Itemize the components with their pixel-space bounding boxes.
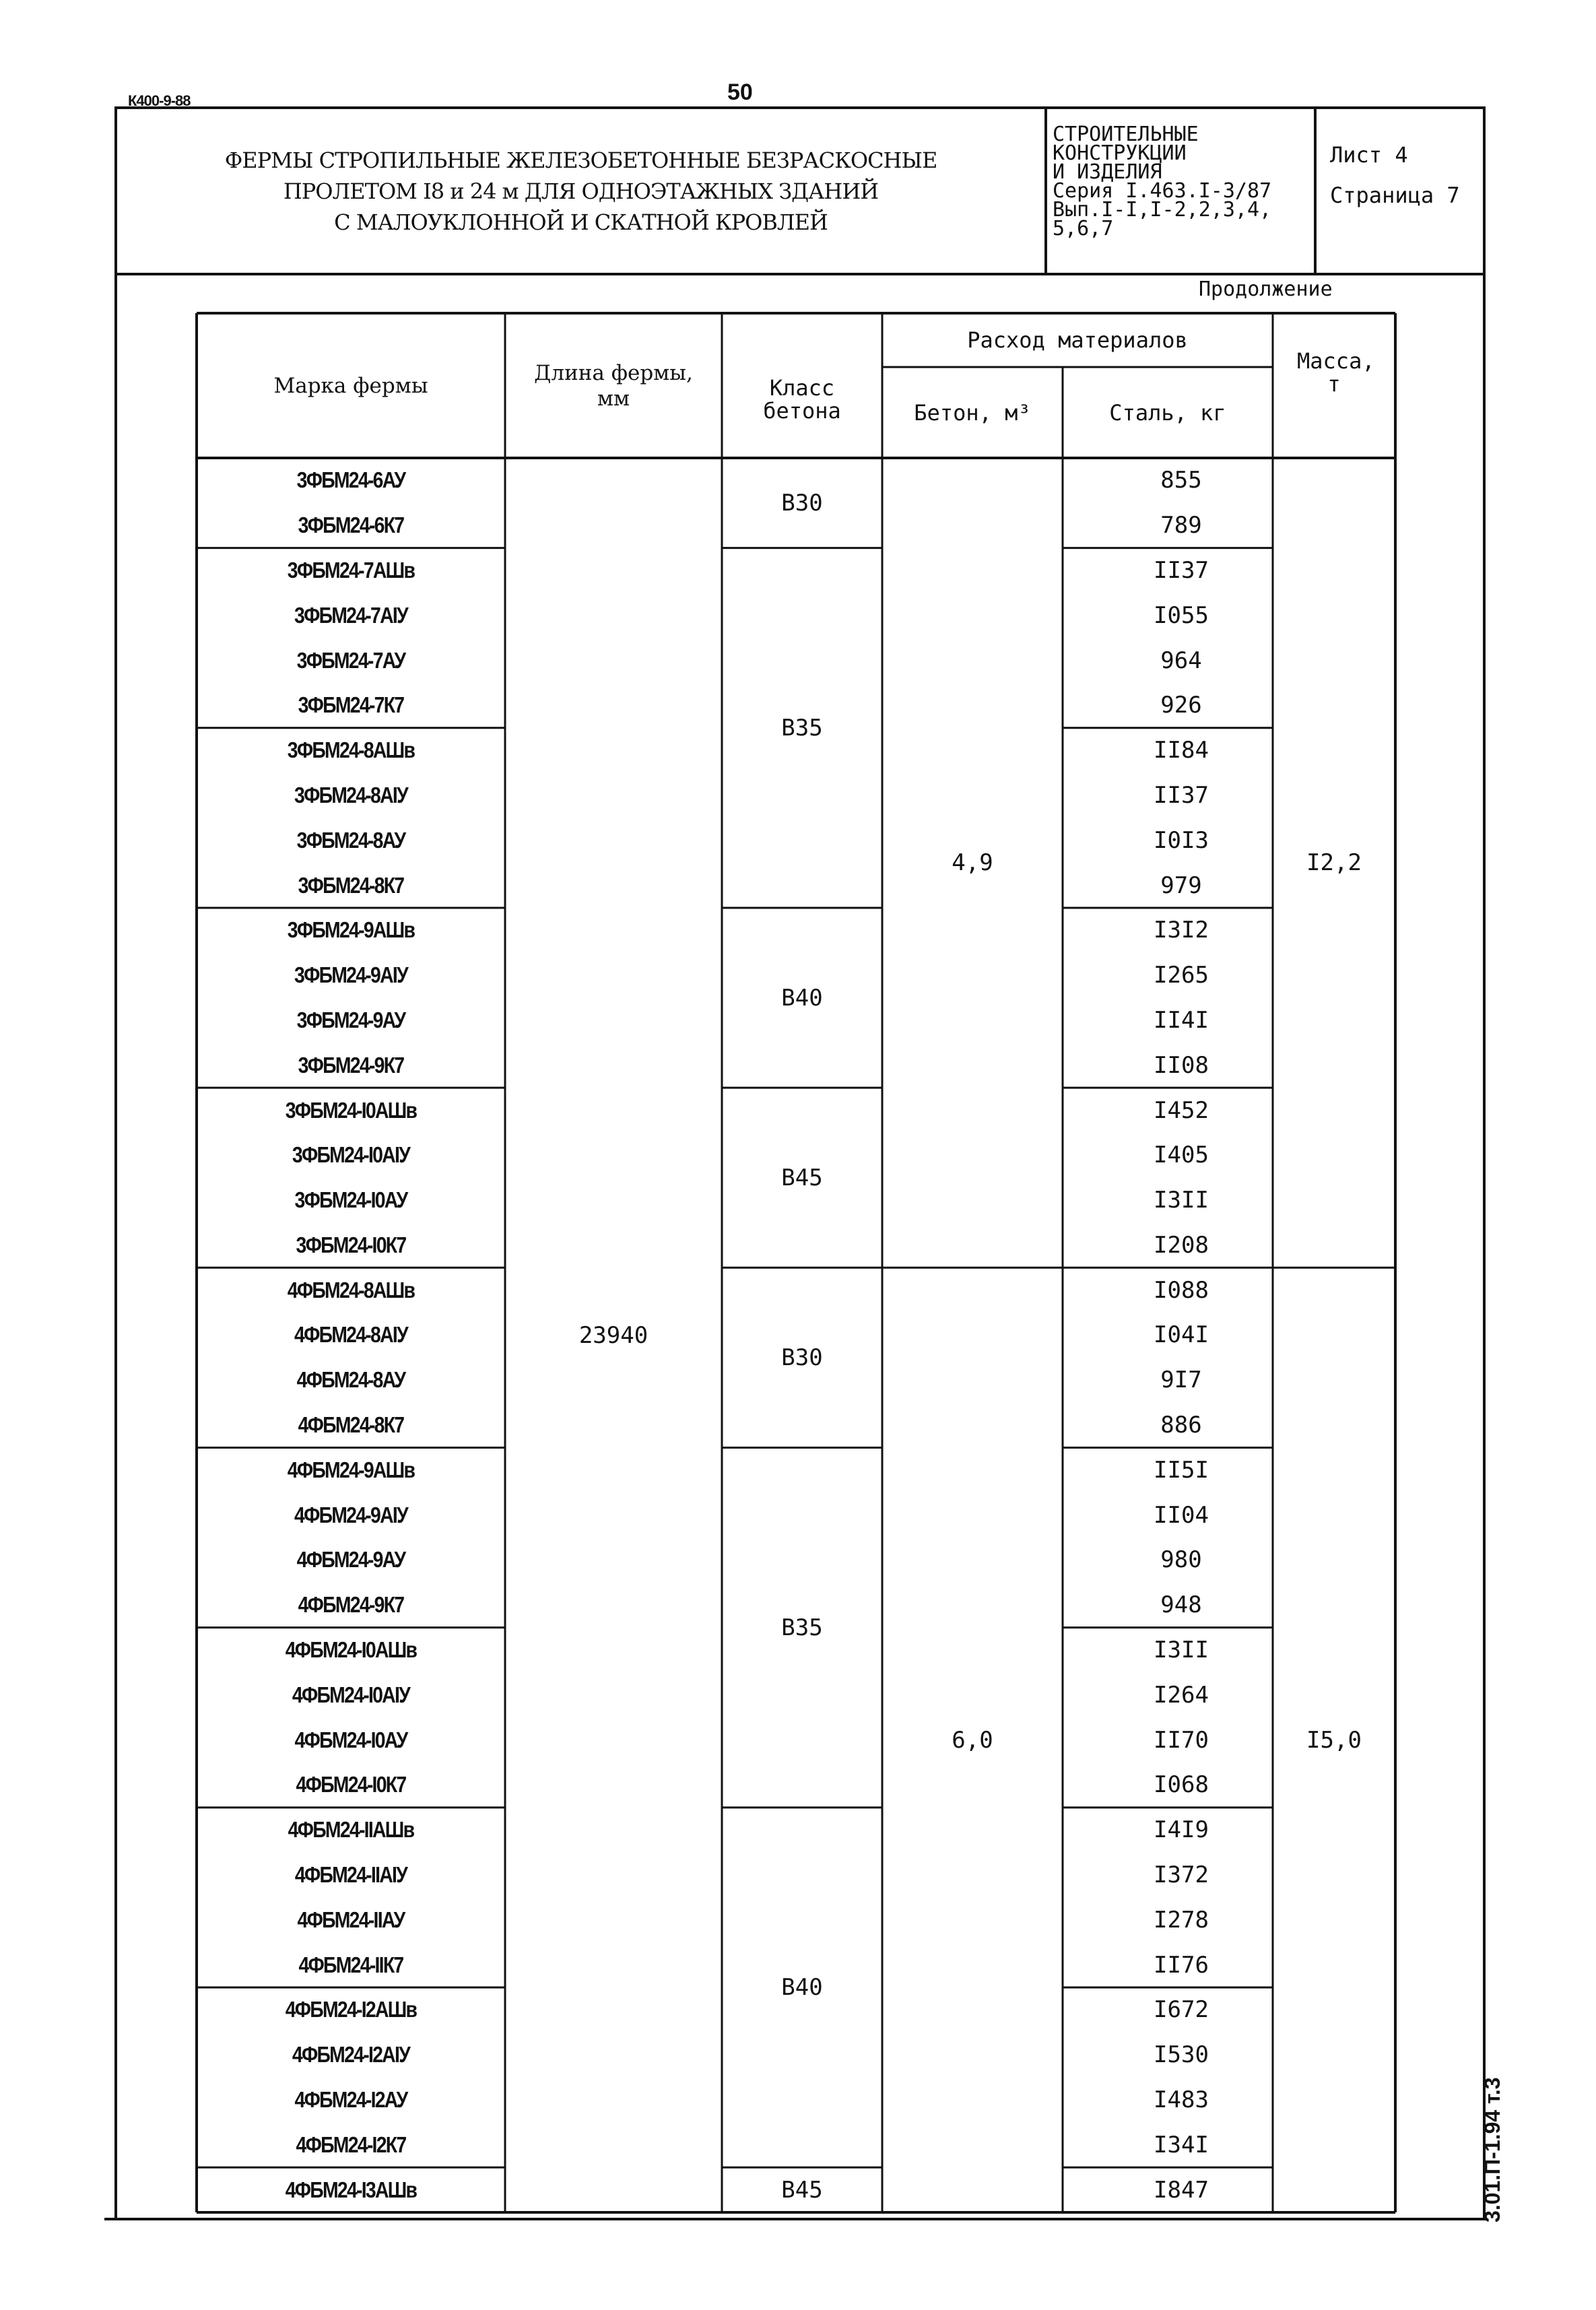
truss-mark-text: 4ФБМ24-I0К7 <box>296 1772 406 1797</box>
truss-mark-text: 3ФБМ24-I0К7 <box>296 1232 406 1257</box>
steel-consumption-text: I3II <box>1154 1187 1209 1214</box>
truss-mark-text: 3ФБМ24-7АУ <box>296 647 405 673</box>
truss-mark-text: 3ФБМ24-9АУ <box>296 1007 405 1032</box>
truss-mark-text: 3ФБМ24-9АIУ <box>294 962 407 988</box>
concrete-class-text: В45 <box>781 2176 823 2204</box>
truss-mark-text: 4ФБМ24-IIАУ <box>297 1907 405 1932</box>
concrete-class-text: В45 <box>781 1164 823 1191</box>
truss-mark-text: 4ФБМ24-8АУ <box>296 1367 405 1393</box>
steel-consumption-text: 9I7 <box>1160 1366 1202 1394</box>
truss-mark-text: 3ФБМ24-I0АШв <box>285 1097 417 1123</box>
truss-mark-text: 4ФБМ24-I0АШв <box>285 1637 417 1663</box>
steel-consumption-text: I278 <box>1154 1906 1209 1934</box>
truss-mark-text: 3ФБМ24-6АУ <box>296 467 405 493</box>
header-materials: Расход материалов <box>967 327 1188 353</box>
concrete-class-text: В35 <box>781 1614 823 1641</box>
concrete-class-text: В30 <box>781 1344 823 1371</box>
steel-consumption-text: II08 <box>1154 1051 1209 1079</box>
steel-consumption-text: I264 <box>1154 1681 1209 1709</box>
title-line: ПРОЛЕТОМ I8 и 24 м ДЛЯ ОДНОЭТАЖНЫХ ЗДАНИЙ <box>283 178 879 204</box>
series-line: СТРОИТЕЛЬНЫЕ <box>1053 123 1199 146</box>
concrete-volume-text: 6,0 <box>952 1726 993 1754</box>
steel-consumption-text: 789 <box>1160 512 1202 539</box>
steel-consumption-text: II37 <box>1154 781 1209 809</box>
steel-consumption-text: 855 <box>1160 467 1202 494</box>
truss-mark-text: 4ФБМ24-8К7 <box>298 1412 404 1438</box>
concrete-class-text: В30 <box>781 489 823 517</box>
truss-mark-text: 4ФБМ24-I2АШв <box>285 1997 417 2022</box>
truss-mark-text: 3ФБМ24-8АУ <box>296 827 405 853</box>
steel-consumption-text: II4I <box>1154 1006 1209 1034</box>
concrete-class-text: В35 <box>781 714 823 741</box>
steel-consumption-text: I3II <box>1154 1637 1209 1664</box>
steel-consumption-text: I3I2 <box>1154 917 1209 944</box>
steel-consumption-text: 980 <box>1160 1546 1202 1574</box>
steel-consumption-text: I483 <box>1154 2086 1209 2113</box>
steel-consumption-text: I265 <box>1154 962 1209 989</box>
steel-consumption-text: 948 <box>1160 1591 1202 1619</box>
steel-consumption-text: I4I9 <box>1154 1816 1209 1844</box>
concrete-class-text: В40 <box>781 984 823 1012</box>
truss-mark-text: 4ФБМ24-I2АУ <box>294 2087 407 2112</box>
truss-mass-text: I2,2 <box>1306 849 1362 877</box>
truss-mark-text: 4ФБМ24-I3АШв <box>285 2177 417 2202</box>
steel-consumption-text: II84 <box>1154 737 1209 764</box>
truss-mark-text: 4ФБМ24-IIК7 <box>298 1952 403 1977</box>
header-class-text: Класс бетона <box>763 374 841 424</box>
steel-consumption-text: II76 <box>1154 1951 1209 1979</box>
truss-mark-text: 4ФБМ24-9АШв <box>287 1457 415 1482</box>
truss-mark-text: 3ФБМ24-7АШв <box>287 557 415 583</box>
truss-mark-text: 4ФБМ24-IIАШв <box>288 1817 414 1843</box>
steel-consumption-text: 979 <box>1160 871 1202 899</box>
truss-mark-text: 4ФБМ24-I2АIУ <box>292 2042 410 2068</box>
steel-consumption-text: I847 <box>1154 2176 1209 2204</box>
truss-mark-text: 3ФБМ24-I0АУ <box>294 1187 407 1213</box>
steel-consumption-text: I055 <box>1154 601 1209 629</box>
series-line: Вып.I-I,I-2,2,3,4, <box>1053 198 1272 222</box>
header-steel: Сталь, кг <box>1109 399 1226 426</box>
header-mass-text: Масса, т <box>1297 348 1375 397</box>
series-line: И ИЗДЕЛИЯ <box>1053 160 1162 184</box>
truss-mark-text: 4ФБМ24-9АIУ <box>294 1502 407 1527</box>
steel-consumption-text: 926 <box>1160 692 1202 719</box>
steel-consumption-text: 964 <box>1160 647 1202 674</box>
sheet-number: Лист 4 <box>1330 142 1408 168</box>
truss-mark-text: 3ФБМ24-7К7 <box>298 692 404 718</box>
page-number: 50 <box>727 79 753 105</box>
concrete-class-text: В40 <box>781 1974 823 2002</box>
truss-mark-text: 4ФБМ24-I0АУ <box>294 1727 407 1752</box>
steel-consumption-text: 886 <box>1160 1412 1202 1439</box>
truss-mark-text: 3ФБМ24-9К7 <box>298 1052 404 1078</box>
header-mark: Марка фермы <box>273 373 428 398</box>
concrete-volume-text: 4,9 <box>952 849 993 877</box>
series-line: КОНСТРУКЦИИ <box>1053 141 1187 165</box>
steel-consumption-text: I452 <box>1154 1096 1209 1124</box>
header-concrete-volume: Бетон, м³ <box>914 399 1031 426</box>
truss-mass-text: I5,0 <box>1306 1726 1362 1754</box>
header-length-text: Длина фермы, мм <box>534 360 693 411</box>
truss-mark-text: 3ФБМ24-7АIУ <box>294 602 407 628</box>
steel-consumption-text: II37 <box>1154 556 1209 584</box>
truss-mark-text: 4ФБМ24-9АУ <box>296 1547 405 1573</box>
truss-mark-text: 4ФБМ24-9К7 <box>298 1592 404 1618</box>
steel-consumption-text: II04 <box>1154 1501 1209 1529</box>
steel-consumption-text: I068 <box>1154 1771 1209 1799</box>
steel-consumption-text: II5I <box>1154 1456 1209 1484</box>
truss-mark-text: 4ФБМ24-I2К7 <box>296 2132 406 2157</box>
steel-consumption-text: I0I3 <box>1154 826 1209 854</box>
steel-consumption-text: I405 <box>1154 1142 1209 1169</box>
truss-mark-text: 3ФБМ24-I0АIУ <box>292 1142 410 1168</box>
steel-consumption-text: I088 <box>1154 1276 1209 1304</box>
truss-mark-text: 3ФБМ24-8АШв <box>287 737 415 763</box>
truss-mark-text: 3ФБМ24-6К7 <box>298 513 404 538</box>
sheet-page: Страница 7 <box>1330 183 1460 208</box>
steel-consumption-text: I672 <box>1154 1996 1209 2024</box>
steel-consumption-text: I04I <box>1154 1321 1209 1349</box>
truss-mark-text: 4ФБМ24-I0АIУ <box>292 1682 410 1707</box>
truss-mark-text: 4ФБМ24-8АШв <box>287 1277 415 1302</box>
steel-consumption-text: I530 <box>1154 2041 1209 2069</box>
steel-consumption-text: I208 <box>1154 1231 1209 1259</box>
steel-consumption-text: I372 <box>1154 1861 1209 1889</box>
truss-mark-text: 4ФБМ24-IIАIУ <box>294 1862 407 1888</box>
series-line: Серия I.463.I-3/87 <box>1053 179 1272 203</box>
title-line: С МАЛОУКЛОННОЙ И СКАТНОЙ КРОВЛЕЙ <box>334 209 828 235</box>
continuation-label: Продолжение <box>1199 277 1333 301</box>
series-line: 5,6,7 <box>1053 217 1114 240</box>
steel-consumption-text: II70 <box>1154 1726 1209 1754</box>
truss-mark-text: 3ФБМ24-8К7 <box>298 872 404 898</box>
truss-mark-text: 3ФБМ24-8АIУ <box>294 782 407 807</box>
steel-consumption-text: I34I <box>1154 2131 1209 2158</box>
truss-mark-text: 3ФБМ24-9АШв <box>287 917 415 943</box>
title-line: ФЕРМЫ СТРОПИЛЬНЫЕ ЖЕЛЕЗОБЕТОННЫЕ БЕЗРАСКОСНЫЕ <box>224 147 937 173</box>
side-document-code: 3.01.П-1.94 т.3 <box>1480 2077 1504 2222</box>
truss-length-text: 23940 <box>578 1321 649 1349</box>
document-code: К400-9-88 <box>128 92 191 109</box>
truss-mark-text: 4ФБМ24-8АIУ <box>294 1322 407 1348</box>
